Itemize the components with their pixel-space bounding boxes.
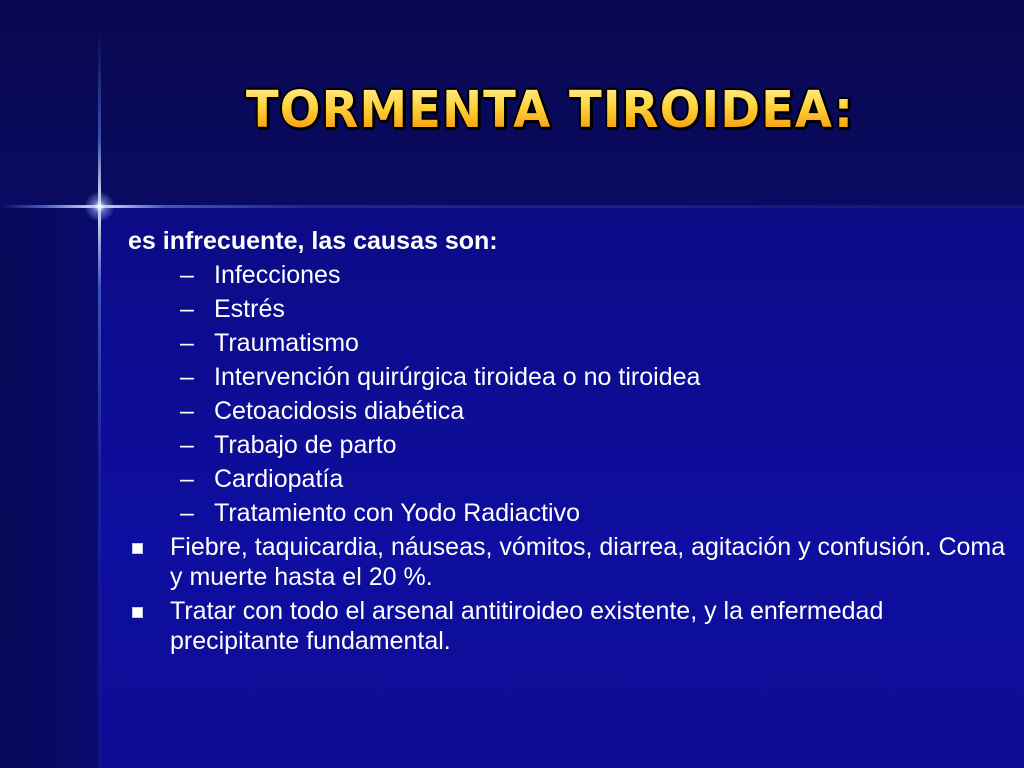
dash-icon: – [180, 431, 194, 459]
bullet-item [128, 596, 1008, 656]
causes-list [128, 258, 1008, 530]
cause-item [128, 292, 1008, 326]
cause-item [128, 496, 1008, 530]
cause-label: Cetoacidosis diabética [214, 397, 465, 425]
square-bullet-icon [132, 607, 143, 618]
cause-item [128, 258, 1008, 292]
bullet-list [128, 532, 1008, 656]
dash-icon: – [180, 261, 194, 289]
sparkle-star-icon [84, 191, 115, 222]
cause-item [128, 428, 1008, 462]
dash-icon: – [180, 499, 194, 527]
cause-label: Traumatismo [214, 329, 359, 357]
slide-title: TORMENTA TIROIDEA: [150, 81, 950, 140]
cause-item [128, 360, 1008, 394]
slide-content [128, 224, 1008, 660]
bullet-text: Tratar con todo el arsenal antitiroideo existente, y la enfermedad precipitante fundamental. [170, 597, 884, 655]
sparkle-horizontal-line [0, 205, 1024, 208]
square-bullet-icon [132, 543, 143, 554]
sparkle-vertical-line [98, 30, 101, 768]
dash-icon: – [180, 329, 194, 357]
intro-text: es infrecuente, las causas son: [128, 227, 498, 255]
cause-item [128, 394, 1008, 428]
cause-item [128, 462, 1008, 496]
bullet-text: Fiebre, taquicardia, náuseas, vómitos, diarrea, agitación y confusión. Coma y muerte hasta el 20 %. [170, 533, 1006, 591]
cause-label: Trabajo de parto [214, 431, 397, 459]
slide-left-strip [0, 207, 100, 768]
cause-label: Infecciones [214, 261, 341, 289]
cause-item [128, 326, 1008, 360]
bullet-item [128, 532, 1008, 592]
cause-label: Cardiopatía [214, 465, 344, 493]
dash-icon: – [180, 295, 194, 323]
cause-label: Tratamiento con Yodo Radiactivo [214, 499, 580, 527]
dash-icon: – [180, 363, 194, 391]
dash-icon: – [180, 465, 194, 493]
cause-label: Estrés [214, 295, 285, 323]
dash-icon: – [180, 397, 194, 425]
cause-label: Intervención quirúrgica tiroidea o no tiroidea [214, 363, 701, 391]
